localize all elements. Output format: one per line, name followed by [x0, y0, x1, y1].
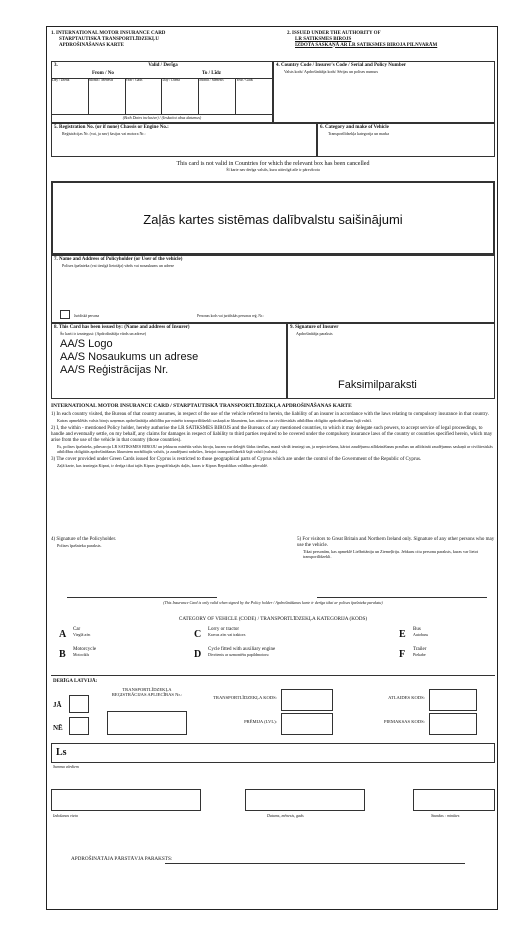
section-1-header — [51, 31, 271, 48]
category-code: A — [59, 629, 67, 640]
term-4 — [51, 537, 251, 548]
category-code: D — [194, 649, 202, 660]
validity-notice — [47, 161, 499, 172]
validity-from: From / No — [92, 71, 114, 76]
term-5-lv: Tikai personām, kas apmeklē Lielbritāniju un Ziemeļīriju. Jebkuru citu personu paraksts, kuras var lietot transportlīdzekli. — [303, 549, 478, 560]
issued-by-box — [51, 323, 287, 399]
category-lv: Vieglā a/m — [73, 631, 91, 637]
term-4-en: 4) Signature of the Policyholder. — [51, 537, 117, 542]
amount-words-label: Summa vārdiem — [53, 764, 79, 769]
date-col[interactable]: Year / Gads — [236, 78, 253, 82]
notice-lv: Šī karte nav derīga valstīs, kuru attiecīgā aile ir pārsvītrota — [226, 166, 320, 172]
date-columns — [52, 78, 272, 114]
date-label: Datums, mēnesis, gads — [267, 813, 304, 818]
term-2-lv: Es, polises īpašnieks, pilnvaroju LR SATIKSMES BIROJU un jebkuras minētās valsts biroju, kuram var deleģēt šādas tiesības, manā vārdā iesniegt un, ja nepieciešams, kārtot zaudējumu atlīdzināšanas prasības un atlīdzināt zaudējumus saskaņā ar civiltiesiskās atbildības obligātās apdrošināšanas likumiem norādītajās valstīs, ja zaudējumi radušies, lietojot transportlīdzekli šajā valstī (valstīs). — [57, 444, 493, 455]
authority-lv: IZDOTA SASKAŅĀ AR LR SATIKSMES BIROJA PILNVARĀM — [295, 42, 438, 48]
legal-person-label: Juridiskā persona — [74, 314, 100, 318]
term-4-lv: Polises īpašnieka paraksts. — [57, 543, 102, 548]
term-2-en: 2) I, the within - mentioned Policy holder, hereby authorise the LR SATIKSMES BIROJS and the Bureaux of any mentioned countries, to which it may delegate such powers, to accept service of legal proceedings, to handle and eventually settle, on my behalf, any claims for damages in respect of liability to third parties required to be covered under the compulsory insurance laws of the country or countries specified herein, which may arise from the use of the vehicle in that country (those countries). — [51, 426, 493, 444]
category-en: Car — [73, 627, 81, 632]
reg-cert-input[interactable] — [107, 711, 187, 735]
latvia-yes-label: JĀ — [53, 701, 62, 709]
notice-en: This card is not valid in Countries for which the relevant box has been cancelled — [176, 161, 370, 167]
category-sub: Transportlīdzekļa kategorija un marka — [328, 130, 390, 136]
category-en: Motorcycle — [73, 647, 97, 652]
term-3-en: 3) The cover provided under Green Cards issued for Cyprus is restricted to those geographical parts of Cyprus which are under the control of the Government of the Republic of Cyprus. — [51, 457, 422, 463]
section-2-header — [287, 31, 497, 48]
category-box[interactable] — [317, 123, 495, 157]
category-lv: Motocikls — [73, 651, 90, 657]
terms-body — [51, 412, 495, 468]
vehicle-category-heading: CATEGORY OF VEHICLE (CODE) / TRANSPORTLĪDZEKĻA KATEGORIJA (KODS) — [178, 616, 368, 622]
terms-heading: INTERNATIONAL MOTOR INSURANCE CARD / STARPTAUTISKĀ TRANSPORTLĪDZEKĻA APDROŠINĀŠANAS KARTE — [51, 403, 352, 409]
policyholder-sub: Polises īpašnieka (vai tiesīgā lietotāja) vārds vai nosaukums un adrese — [62, 262, 175, 268]
latvia-title: DERĪGA LATVIJĀ: — [53, 679, 98, 684]
representative-signature-label: APDROŠINĀTĀJA PĀRSTĀVJA PARAKSTS: — [71, 856, 173, 862]
country-code-box[interactable] — [273, 61, 495, 123]
insurer-reg-number: AA/S Reģistrācijas Nr. — [60, 363, 169, 376]
category-code: E — [399, 629, 406, 640]
facsimile-signature: Faksimilparaksti — [338, 379, 417, 391]
term-3-lv: Zaļā karte, kas izsniegta Kiprai, ir derīga tikai tajās Kipras ģeogrāfiskajās daļās, kuras ir Kipras Republikas valdības pārvaldē. — [57, 463, 269, 469]
policyholder-signature-line[interactable] — [67, 597, 217, 598]
category-title: 6. Category and make of Vehicle — [320, 125, 389, 130]
vehicle-code-input[interactable] — [281, 689, 333, 711]
registration-title: 5. Registration No. (or if none) Chassis or Engine No.: — [54, 125, 169, 130]
date-col[interactable]: Day / Diena — [162, 78, 199, 114]
insurance-card — [46, 26, 498, 910]
term-5 — [297, 537, 495, 559]
validity-title: Valid / Derīga — [148, 63, 178, 68]
vehicle-code-label: TRANSPORTLĪDZEKĻA KODS: — [213, 695, 277, 700]
date-col[interactable]: Month / Mēnesis — [199, 78, 236, 114]
discount-label: ATLAIDES KODS: — [388, 695, 425, 700]
date-col[interactable]: Day / Diena — [52, 78, 89, 114]
date-input[interactable] — [245, 789, 365, 811]
insurer-signature-box — [287, 323, 495, 399]
authority-title: 2. ISSUED UNDER THE AUTHORITY OF — [287, 31, 381, 36]
policyholder-box[interactable] — [51, 255, 495, 323]
legal-person-checkbox[interactable] — [60, 310, 70, 319]
vehicle-category-grid — [59, 627, 489, 667]
issued-by-title: 8. This Card has been issued by: (Name and address of Insurer) — [54, 325, 190, 330]
validity-num: 3. — [54, 63, 58, 68]
surcharge-label: PIEMAKSAS KODS: — [384, 719, 425, 724]
validity-to: To / Līdz — [202, 71, 221, 76]
time-input[interactable] — [413, 789, 495, 811]
latvia-no-box[interactable] — [69, 717, 89, 735]
member-states-text: Zaļās kartes sistēmas dalībvalstu saišinājumi — [143, 212, 403, 227]
issue-place-input[interactable] — [51, 789, 201, 811]
category-en: Trailer — [413, 647, 427, 652]
discount-input[interactable] — [429, 689, 477, 711]
date-col[interactable]: Year / Gads — [126, 78, 163, 114]
insurer-name-address: AA/S Nosaukums un adrese — [60, 350, 199, 363]
validity-box — [51, 61, 273, 123]
time-label: Stundas : minūtes — [431, 813, 460, 818]
category-en: Lorry or tractor — [208, 627, 240, 632]
surcharge-input[interactable] — [429, 713, 477, 735]
category-lv: Autobuss — [413, 631, 429, 637]
category-lv: Kravas a/m vai traktors — [208, 631, 246, 637]
card-title-en: 1. INTERNATIONAL MOTOR INSURANCE CARD — [51, 31, 166, 36]
signature-validity-note: (This Insurance Card is only valid when signed by the Policy holder / Apdrošināšanas karte ir derīga tikai ar polises īpašnieka parakstu) — [163, 600, 383, 605]
premium-label: PRĒMIJA (LVL): — [244, 719, 277, 724]
other-person-signature-line[interactable] — [317, 597, 487, 598]
person-code-label: Personas kods vai juridiskās personas reģ. Nr.: — [197, 314, 264, 318]
card-title-lv-1: STARPTAUTISKĀ TRANSPORTLĪDZEKĻU — [59, 36, 159, 42]
category-lv: Divritenis ar uzmontētu papildmotoru — [208, 651, 269, 657]
registration-sub: Reģistrācijas Nr. (vai, ja nav) šasijas vai motora Nr.: — [62, 130, 146, 136]
category-en: Bus — [413, 627, 421, 632]
term-1-en: 1) In each country visited, the Bureau of that country assumes, in respect of the use of the vehicle referred to herein, the liability of an insurer in accordance with the laws relating to compulsory insurance in that country. — [51, 412, 489, 417]
insurer-signature-sub: Apdrošinātāja paraksts — [296, 330, 333, 336]
insurer-signature-title: 9. Signature of Insurer — [290, 325, 339, 330]
card-title-lv-2: APDROŠINĀŠANAS KARTE — [59, 42, 124, 48]
registration-box[interactable] — [51, 123, 317, 157]
insurer-logo-placeholder: AA/S Logo — [60, 338, 113, 351]
issued-by-sub: Šo karti ir izsniegusi: (Apdrošinātāja vārds un adrese) — [60, 330, 147, 336]
category-en: Cycle fitted with auxiliary engine — [208, 647, 276, 652]
premium-input[interactable] — [281, 713, 333, 735]
policyholder-title: 7. Name and Address of Policyholder (or User of the vehicle) — [54, 257, 183, 262]
currency-label: Ls — [56, 747, 67, 758]
validity-note: (Both Dates inclusive) / (Ieskaitot abus datumus) — [122, 115, 202, 120]
category-code: B — [59, 649, 66, 660]
latvia-no-label: NĒ — [53, 724, 63, 732]
country-code-sub: Valsts kods/ Apdrošinātāja kods/ Sērijas un polises numurs — [284, 68, 379, 74]
issue-place-label: Izdošanas vieta — [53, 813, 78, 818]
category-code: F — [399, 649, 406, 660]
amount-words-box[interactable] — [51, 743, 495, 763]
representative-signature-line[interactable] — [165, 863, 465, 864]
country-code-title: 4. Country Code / Insurer's Code / Serial and Policy Number — [276, 63, 407, 68]
reg-cert-label: TRANSPORTLĪDZEKĻA REĢISTRĀCIJAS APLIECĪBAS Nr.: — [111, 687, 183, 698]
member-states-box — [51, 181, 495, 255]
term-1-lv: Katras apmeklētās valsts birojs uzņemas apdrošinātāja atbildību par minēto transportlīdzekli saskaņā ar likumiem, kas attiecas uz civiltiesiskās atbildības obligāto apdrošināšanu šajā valstī. — [57, 418, 372, 423]
term-5-en: 5) For visitors to Great Britain and Northern Ireland only. Signature of any other persons who may use the vehicle. — [297, 537, 495, 548]
date-col[interactable]: Month / Mēnesis — [89, 78, 126, 114]
category-code: C — [194, 629, 202, 640]
authority-name: LR SATIKSMES BIROJS — [295, 36, 352, 42]
latvia-yes-box[interactable] — [69, 695, 89, 713]
category-lv: Piekabe — [413, 651, 426, 657]
